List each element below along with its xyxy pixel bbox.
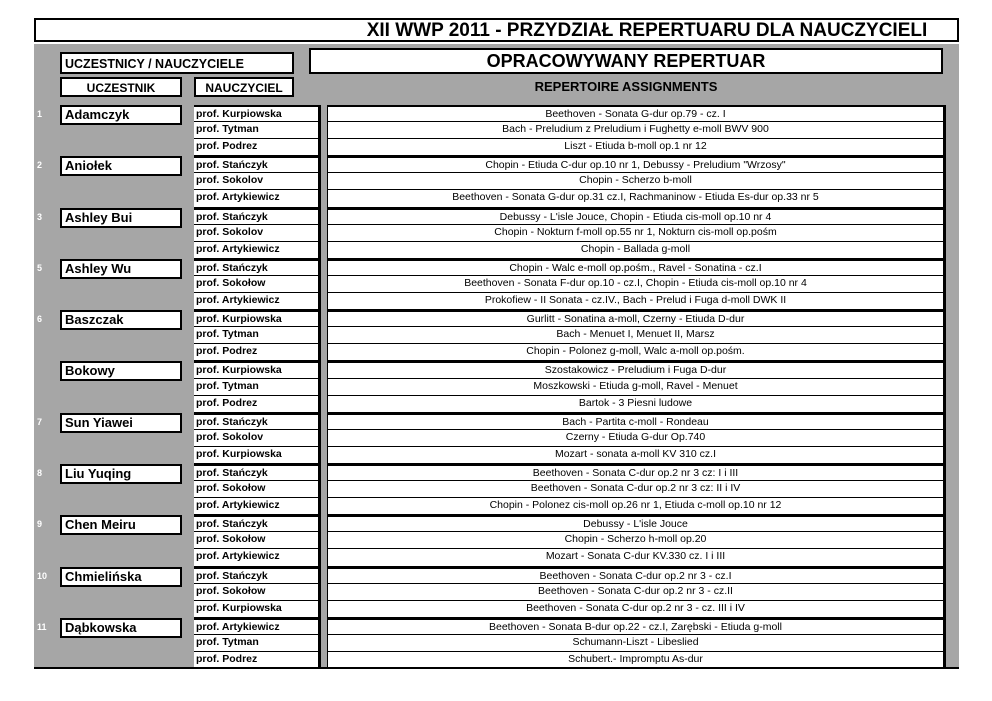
student-name: Ashley Wu <box>60 259 182 279</box>
teacher-cell: prof. Artykiewicz <box>194 618 318 635</box>
teacher-cell: prof. Artykiewicz <box>194 549 318 566</box>
teacher-cell: prof. Kurpiowska <box>194 447 318 464</box>
repertoire-cell: Beethoven - Sonata B-dur op.22 - cz.I, Zarębski - Etiuda g-moll <box>327 618 943 635</box>
repertoire-cell: Chopin - Nokturn f-moll op.55 nr 1, Nokturn cis-moll op.pośm <box>327 225 943 242</box>
repertoire-cell: Gurlitt - Sonatina a-moll, Czerny - Etiuda D-dur <box>327 310 943 327</box>
teacher-cell: prof. Sokołow <box>194 532 318 549</box>
repertoire-cell: Bach - Menuet I, Menuet II, Marsz <box>327 327 943 344</box>
right-border <box>943 584 946 601</box>
column-divider <box>318 156 321 173</box>
teacher-cell: prof. Kurpiowska <box>194 601 318 618</box>
repertoire-cell: Chopin - Polonez g-moll, Walc a-moll op.pośm. <box>327 344 943 361</box>
table-row <box>34 310 959 327</box>
repertoire-cell: Debussy - L'isle Jouce <box>327 515 943 532</box>
student-column-header: UCZESTNIK <box>60 77 182 97</box>
right-border <box>943 361 946 378</box>
column-divider <box>318 139 321 156</box>
repertoire-cell: Bach - Partita c-moll - Rondeau <box>327 413 943 430</box>
repertoire-cell: Beethoven - Sonata C-dur op.2 nr 3 cz: I i III <box>327 464 943 481</box>
right-border <box>943 481 946 498</box>
student-number: 7 <box>37 416 43 427</box>
column-divider <box>318 122 321 139</box>
teacher-cell: prof. Artykiewicz <box>194 293 318 310</box>
table-bottom-border <box>34 667 959 669</box>
column-divider <box>318 310 321 327</box>
column-divider <box>318 584 321 601</box>
student-name: Aniołek <box>60 156 182 176</box>
teacher-column-header: NAUCZYCIEL <box>194 77 294 97</box>
teacher-cell: prof. Sokolov <box>194 225 318 242</box>
teacher-cell: prof. Artykiewicz <box>194 498 318 515</box>
column-divider <box>318 225 321 242</box>
right-border <box>943 396 946 413</box>
repertoire-cell: Czerny - Etiuda G-dur Op.740 <box>327 430 943 447</box>
student-name: Adamczyk <box>60 105 182 125</box>
repertoire-cell: Beethoven - Sonata F-dur op.10 - cz.I, Chopin - Etiuda cis-moll op.10 nr 4 <box>327 276 943 293</box>
teacher-cell: prof. Stańczyk <box>194 515 318 532</box>
student-number: 11 <box>37 621 47 632</box>
student-number: 2 <box>37 160 43 171</box>
student-number: 1 <box>37 109 43 119</box>
table-row <box>34 293 959 310</box>
column-divider <box>318 567 321 584</box>
table-row <box>34 156 959 173</box>
teacher-cell: prof. Tytman <box>194 122 318 139</box>
teacher-cell: prof. Stańczyk <box>194 464 318 481</box>
column-divider <box>318 173 321 190</box>
table-row <box>34 396 959 413</box>
right-border <box>943 379 946 396</box>
column-divider <box>318 498 321 515</box>
repertoire-cell: Mozart - sonata a-moll KV 310 cz.I <box>327 447 943 464</box>
column-divider <box>318 447 321 464</box>
column-divider <box>318 481 321 498</box>
right-border <box>943 190 946 207</box>
right-border <box>943 567 946 584</box>
assignments-table <box>34 105 959 669</box>
right-border <box>943 464 946 481</box>
teacher-cell: prof. Kurpiowska <box>194 361 318 378</box>
repertoire-cell: Szostakowicz - Preludium i Fuga D-dur <box>327 361 943 378</box>
repertoire-cell: Chopin - Ballada g-moll <box>327 242 943 259</box>
repertoire-cell: Chopin - Scherzo b-moll <box>327 173 943 190</box>
right-border <box>943 293 946 310</box>
teacher-cell: prof. Kurpiowska <box>194 105 318 122</box>
right-border <box>943 344 946 361</box>
column-divider <box>318 344 321 361</box>
document-title: XII WWP 2011 - PRZYDZIAŁ REPERTUARU DLA NAUCZYCIELI <box>366 20 928 41</box>
table-row <box>34 464 959 481</box>
right-border <box>943 327 946 344</box>
table-row <box>34 361 959 378</box>
teacher-cell: prof. Stańczyk <box>194 567 318 584</box>
student-name: Liu Yuqing <box>60 464 182 484</box>
repertoire-cell: Schubert.- Impromptu As-dur <box>327 652 943 669</box>
table-row <box>34 344 959 361</box>
teacher-cell: prof. Artykiewicz <box>194 242 318 259</box>
student-number: 9 <box>37 519 43 530</box>
right-border <box>943 139 946 156</box>
teacher-cell: prof. Kurpiowska <box>194 310 318 327</box>
column-divider <box>318 105 321 122</box>
column-divider <box>318 601 321 618</box>
right-border <box>943 532 946 549</box>
teacher-cell: prof. Podrez <box>194 344 318 361</box>
repertoire-cell: Chopin - Etiuda C-dur op.10 nr 1, Debussy - Preludium "Wrzosy" <box>327 156 943 173</box>
table-row <box>34 549 959 566</box>
column-divider <box>318 242 321 259</box>
right-border <box>943 173 946 190</box>
teacher-cell: prof. Sokolov <box>194 173 318 190</box>
teacher-cell: prof. Sokolov <box>194 430 318 447</box>
table-row <box>34 259 959 276</box>
repertoire-cell: Debussy - L'isle Jouce, Chopin - Etiuda cis-moll op.10 nr 4 <box>327 208 943 225</box>
repertoire-cell: Chopin - Polonez cis-moll op.26 nr 1, Etiuda c-moll op.10 nr 12 <box>327 498 943 515</box>
student-name: Chmielińska <box>60 567 182 587</box>
column-divider <box>318 549 321 566</box>
repertoire-cell: Chopin - Scherzo h-moll op.20 <box>327 532 943 549</box>
table-row <box>34 567 959 584</box>
teacher-cell: prof. Stańczyk <box>194 156 318 173</box>
table-row <box>34 139 959 156</box>
teacher-cell: prof. Sokołow <box>194 584 318 601</box>
column-divider <box>318 532 321 549</box>
repertoire-cell: Moszkowski - Etiuda g-moll, Ravel - Menuet <box>327 379 943 396</box>
repertoire-cell: Chopin - Walc e-moll op.pośm., Ravel - Sonatina - cz.I <box>327 259 943 276</box>
repertoire-cell: Prokofiew - II Sonata - cz.IV., Bach - Prelud i Fuga d-moll DWK II <box>327 293 943 310</box>
right-border <box>943 447 946 464</box>
column-divider <box>318 208 321 225</box>
teacher-cell: prof. Stańczyk <box>194 413 318 430</box>
right-border <box>943 276 946 293</box>
table-row <box>34 242 959 259</box>
column-divider <box>318 396 321 413</box>
right-border <box>943 156 946 173</box>
repertoire-cell: Schumann-Liszt - Libeslied <box>327 635 943 652</box>
student-number: 8 <box>37 467 43 478</box>
right-border <box>943 601 946 618</box>
student-number: 10 <box>37 570 48 581</box>
table-row <box>34 618 959 635</box>
right-border <box>943 430 946 447</box>
repertoire-cell: Mozart - Sonata C-dur KV.330 cz. I i III <box>327 549 943 566</box>
column-divider <box>318 327 321 344</box>
column-divider <box>318 515 321 532</box>
table-row <box>34 413 959 430</box>
right-border <box>943 413 946 430</box>
repertoire-cell: Liszt - Etiuda b-moll op.1 nr 12 <box>327 139 943 156</box>
repertoire-cell: Beethoven - Sonata C-dur op.2 nr 3 - cz.II <box>327 584 943 601</box>
right-border <box>943 242 946 259</box>
repertoire-cell: Beethoven - Sonata G-dur op.31 cz.I, Rachmaninow - Etiuda Es-dur op.33 nr 5 <box>327 190 943 207</box>
column-divider <box>318 430 321 447</box>
right-border <box>943 498 946 515</box>
student-number: 3 <box>37 211 43 222</box>
right-border <box>943 515 946 532</box>
table-row <box>34 498 959 515</box>
table-row <box>34 447 959 464</box>
student-name: Bokowy <box>60 361 182 381</box>
teacher-cell: prof. Podrez <box>194 139 318 156</box>
student-number: 6 <box>37 314 43 325</box>
column-divider <box>318 635 321 652</box>
teacher-cell: prof. Artykiewicz <box>194 190 318 207</box>
teacher-cell: prof. Sokołow <box>194 481 318 498</box>
student-name: Sun Yiawei <box>60 413 182 433</box>
column-divider <box>318 276 321 293</box>
teacher-cell: prof. Tytman <box>194 635 318 652</box>
table-row <box>34 105 959 122</box>
participants-teachers-header: UCZESTNICY / NAUCZYCIELE <box>60 52 294 74</box>
column-divider <box>318 464 321 481</box>
column-divider <box>318 259 321 276</box>
repertoire-cell: Beethoven - Sonata G-dur op.79 - cz. I <box>327 105 943 122</box>
right-border <box>943 618 946 635</box>
teacher-cell: prof. Stańczyk <box>194 208 318 225</box>
table-row <box>34 601 959 618</box>
teacher-cell: prof. Podrez <box>194 396 318 413</box>
column-divider <box>318 379 321 396</box>
repertoire-cell: Beethoven - Sonata C-dur op.2 nr 3 - cz. III i IV <box>327 601 943 618</box>
repertoire-cell: Bartok - 3 Piesni ludowe <box>327 396 943 413</box>
student-number: 5 <box>37 262 43 273</box>
teacher-cell: prof. Tytman <box>194 327 318 344</box>
right-border <box>943 310 946 327</box>
repertoire-header: OPRACOWYWANY REPERTUAR <box>309 48 943 74</box>
right-border <box>943 122 946 139</box>
table-row <box>34 208 959 225</box>
column-divider <box>318 190 321 207</box>
right-border <box>943 635 946 652</box>
student-name: Ashley Bui <box>60 208 182 228</box>
repertoire-cell: Beethoven - Sonata C-dur op.2 nr 3 cz: II i IV <box>327 481 943 498</box>
column-divider <box>318 618 321 635</box>
right-border <box>943 225 946 242</box>
column-divider <box>318 361 321 378</box>
column-divider <box>318 413 321 430</box>
repertoire-subheader: REPERTOIRE ASSIGNMENTS <box>534 79 718 94</box>
teacher-cell: prof. Tytman <box>194 379 318 396</box>
right-border <box>943 105 946 122</box>
student-name: Dąbkowska <box>60 618 182 638</box>
right-border <box>943 259 946 276</box>
right-border <box>943 208 946 225</box>
teacher-cell: prof. Sokołow <box>194 276 318 293</box>
teacher-cell: prof. Stańczyk <box>194 259 318 276</box>
repertoire-cell: Bach - Preludium z Preludium i Fughetty e-moll BWV 900 <box>327 122 943 139</box>
teacher-cell: prof. Podrez <box>194 652 318 669</box>
repertoire-cell: Beethoven - Sonata C-dur op.2 nr 3 - cz.I <box>327 567 943 584</box>
right-border <box>943 549 946 566</box>
student-name: Chen Meiru <box>60 515 182 535</box>
title-bar <box>34 18 959 42</box>
table-row <box>34 515 959 532</box>
table-row <box>34 190 959 207</box>
student-name: Baszczak <box>60 310 182 330</box>
column-divider <box>318 293 321 310</box>
